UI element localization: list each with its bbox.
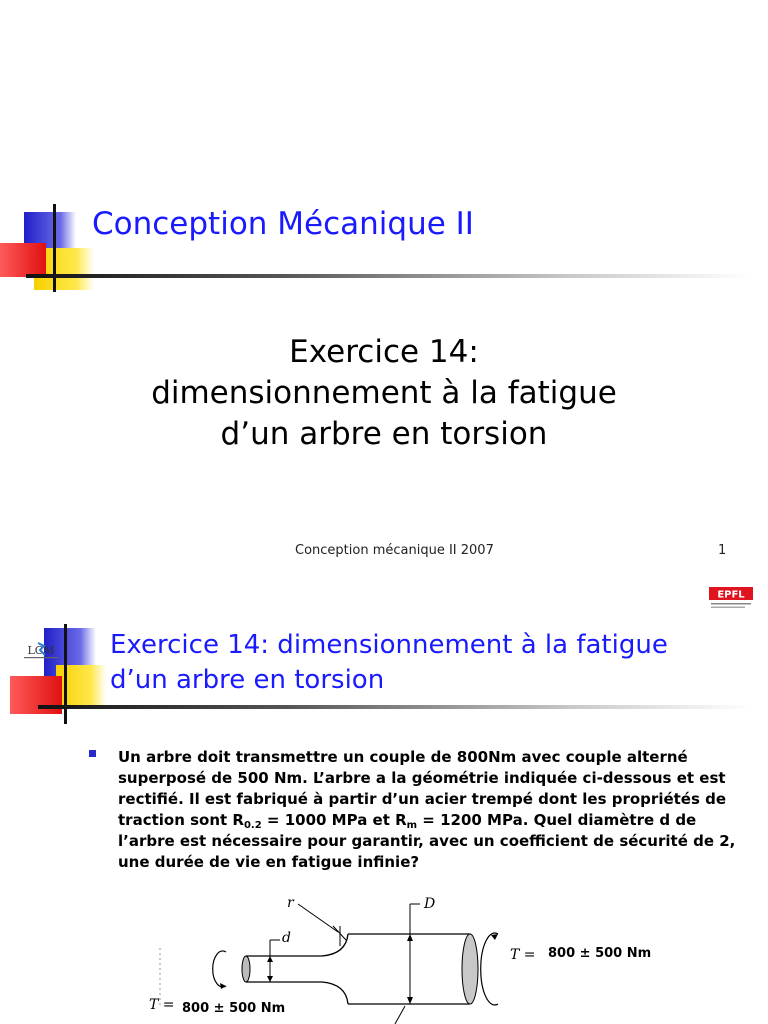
decor-vertical-line [64, 624, 67, 724]
slide-subtitle [100, 332, 668, 455]
epfl-logo [709, 587, 753, 611]
torque-symbol: T = [149, 997, 175, 1013]
bullet-marker [89, 750, 96, 757]
problem-text-part: = 1000 MPa et R [261, 811, 407, 829]
lcm-logo [22, 640, 60, 662]
decor-horizontal-rule [26, 274, 750, 278]
subscript: 0.2 [243, 820, 262, 831]
small-diameter-label: d [282, 930, 291, 946]
subscript: m [406, 820, 418, 831]
torque-value-left: 800 ± 500 Nm [182, 1001, 286, 1016]
large-diameter-label: D [424, 896, 436, 912]
epfl-logo-text: EPFL [717, 589, 745, 601]
exercise-title: Exercice 14: dimensionnement à la fatigue d’un arbre en torsion [110, 630, 668, 695]
subtitle-line: d’un arbre en torsion [220, 416, 548, 452]
slide-footer: Conception mécanique II 2007 [295, 543, 494, 558]
subtitle-line: Exercice 14: [289, 334, 479, 370]
problem-text-part: Un arbre doit transmettre un couple de 800Nm avec couple alterné superposé de 500 Nm. L’arbre a la géométrie indiquée ci-dessous et est rectifié. Il est fabriqué à partir d’un acier trempé dont les propriétés de traction sont R [118, 748, 727, 829]
torque-symbol: T = [510, 947, 536, 963]
torque-value-right: 800 ± 500 Nm [548, 946, 652, 961]
slide-title: Conception Mécanique II [92, 206, 474, 242]
subtitle-line: dimensionnement à la fatigue [151, 375, 617, 411]
lcm-logo-text: LCM [27, 644, 55, 657]
decor-horizontal-rule [38, 705, 750, 709]
problem-text-part: = 1200 MPa. Quel diamètre d de l’arbre est nécessaire pour garantir, avec un coefficient de sécurité de 2, une durée de vie en fatigue infinie? [118, 811, 736, 871]
decor-vertical-line [53, 204, 56, 292]
decor-red-square [0, 243, 46, 277]
problem-statement [118, 747, 743, 889]
page-number: 1 [718, 543, 727, 558]
radius-label: r [287, 895, 294, 911]
